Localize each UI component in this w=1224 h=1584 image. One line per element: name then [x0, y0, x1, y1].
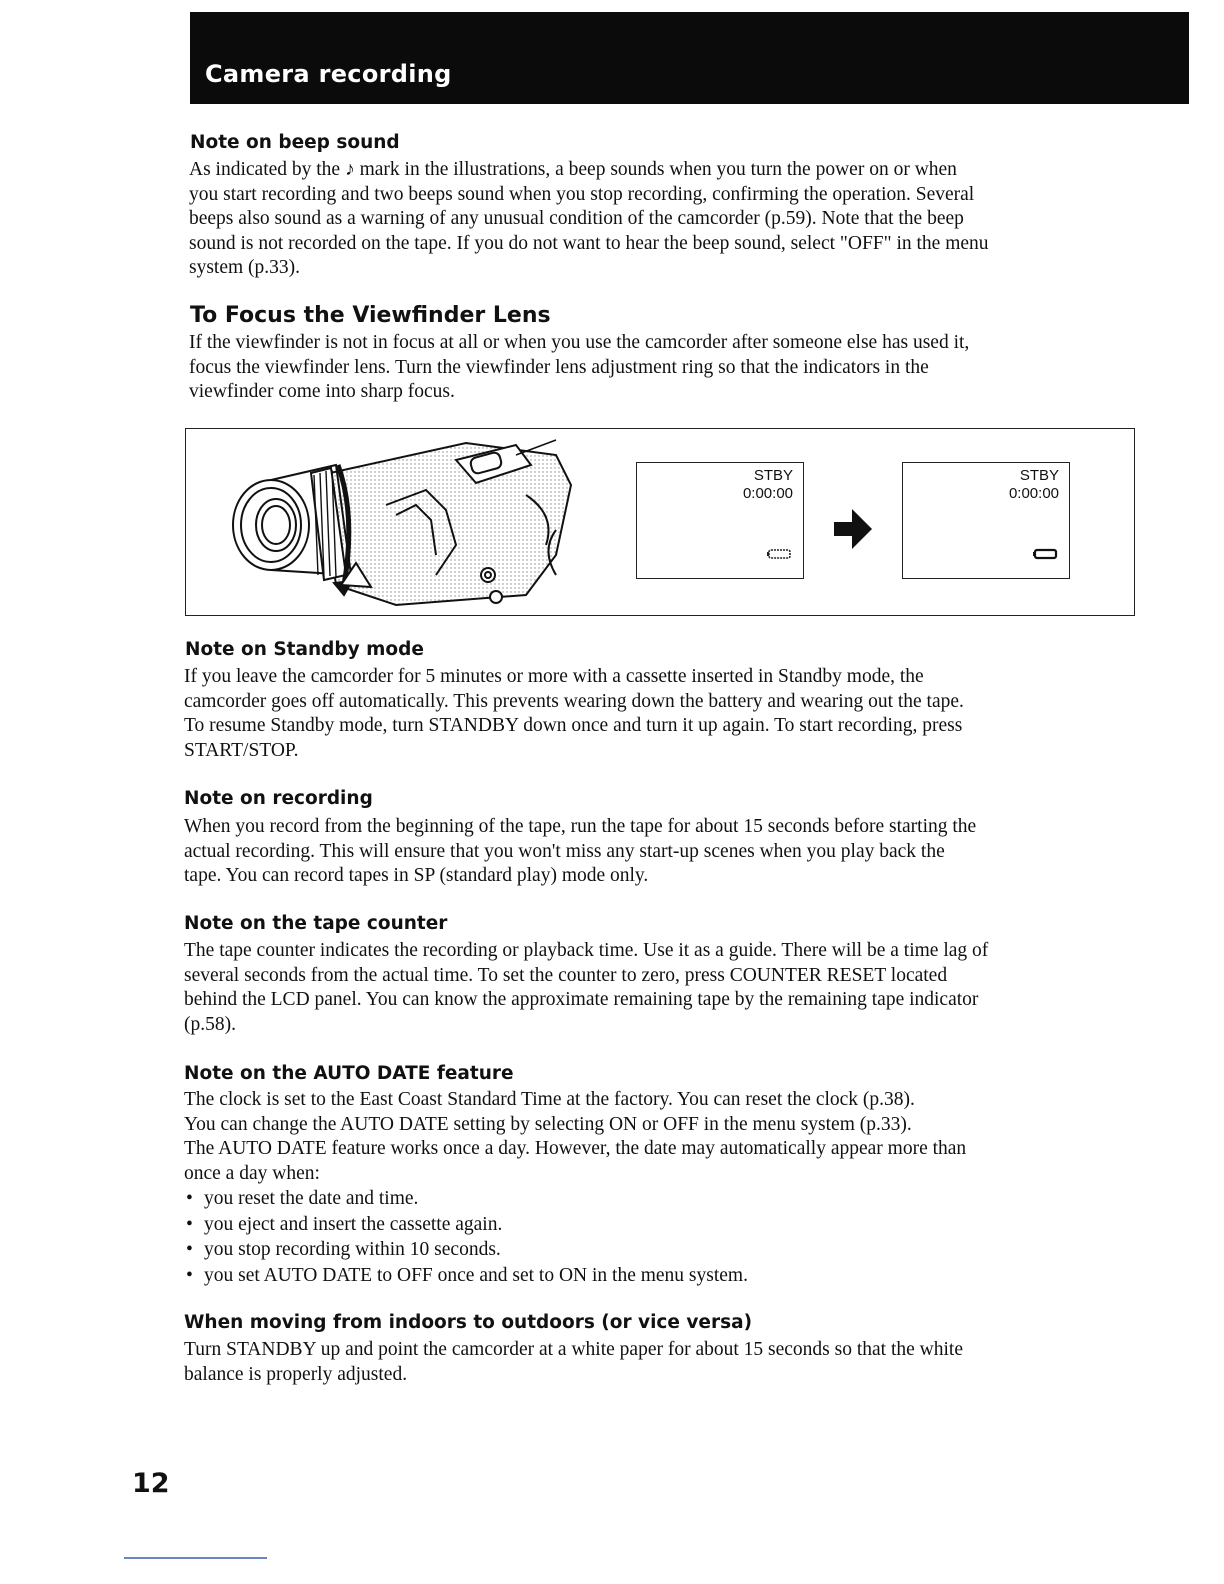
text-line: system (p.33). — [189, 257, 301, 278]
list-item: • you stop recording within 10 seconds. — [184, 1237, 748, 1263]
arrow-right-icon — [834, 507, 874, 551]
section-header-bar — [190, 12, 1189, 104]
bullet-mark: • — [186, 1264, 193, 1286]
list-item: • you eject and insert the cassette again. — [184, 1212, 748, 1238]
text-line: focus the viewfinder lens. Turn the viewfinder lens adjustment ring so that the indicators in the — [189, 356, 929, 378]
text-line: balance is properly adjusted. — [184, 1363, 408, 1385]
text-line: Turn STANDBY up and point the camcorder at a white paper for about 15 seconds so that the white — [184, 1339, 963, 1360]
text-line: actual recording. This will ensure that you won't miss any start-up scenes when you play back the — [184, 840, 945, 862]
standby-indicator: STBY — [753, 467, 793, 484]
bullet-mark: • — [186, 1239, 193, 1260]
paragraph-tape-counter — [184, 939, 988, 1037]
paragraph-standby-mode — [184, 665, 964, 763]
text-line: The clock is set to the East Coast Standard Time at the factory. You can reset the clock (p.38). — [184, 1089, 915, 1110]
text-line: behind the LCD panel. You can know the approximate remaining tape by the remaining tape indicator — [184, 989, 979, 1010]
text-line: When you record from the beginning of the tape, run the tape for about 15 seconds before starting the — [184, 816, 977, 837]
heading-standby-mode: Note on Standby mode — [185, 639, 424, 660]
paragraph-beep-sound — [189, 158, 989, 281]
viewfinder-figure — [185, 428, 1135, 616]
text-line: The AUTO DATE feature works once a day. However, the date may automatically appear more than — [184, 1138, 967, 1159]
bullet-mark: • — [186, 1188, 193, 1209]
bottom-rule — [124, 1557, 267, 1559]
heading-auto-date: Note on the AUTO DATE feature — [184, 1063, 514, 1084]
text-line: tape. You can record tapes in SP (standard play) mode only. — [184, 865, 649, 886]
paragraph-focus-viewfinder — [189, 331, 969, 405]
text-line: START/STOP. — [184, 739, 299, 761]
tape-counter: 0:00:00 — [1008, 485, 1059, 502]
heading-recording: Note on recording — [184, 788, 373, 809]
viewfinder-screen-sharp — [902, 462, 1070, 579]
standby-indicator: STBY — [1019, 467, 1059, 484]
text-line: beeps also sound as a warning of any unusual condition of the camcorder (p.59). Note that the beep — [189, 208, 964, 229]
heading-tape-counter: Note on the tape counter — [184, 913, 448, 934]
paragraph-auto-date — [184, 1088, 966, 1186]
text-line: viewfinder come into sharp focus. — [189, 381, 455, 402]
bullet-mark: • — [186, 1213, 193, 1235]
text-line: The tape counter indicates the recording or playback time. Use it as a guide. There will be a time lag of — [184, 940, 989, 961]
text-line: once a day when: — [184, 1162, 320, 1184]
camcorder-viewfinder-illustration — [226, 435, 586, 610]
text-line: (p.58). — [184, 1013, 236, 1035]
section-title: Camera recording — [205, 60, 452, 88]
viewfinder-screen-blurry — [636, 462, 804, 579]
list-item: • you reset the date and time. — [184, 1186, 748, 1212]
page-number: 12 — [132, 1468, 170, 1499]
text-line: To resume Standby mode, turn STANDBY down once and turn it up again. To start recording, press — [184, 715, 963, 736]
tape-counter: 0:00:00 — [742, 485, 793, 502]
text-line: You can change the AUTO DATE setting by selecting ON or OFF in the menu system (p.33). — [184, 1113, 912, 1135]
battery-icon — [1033, 548, 1059, 560]
battery-icon — [767, 548, 793, 560]
text-line: you start recording and two beeps sound when you stop recording, confirming the operation. Several — [189, 183, 975, 205]
heading-beep-sound: Note on beep sound — [190, 132, 400, 153]
list-item: • you set AUTO DATE to OFF once and set to ON in the menu system. — [184, 1263, 748, 1289]
paragraph-indoors-outdoors — [184, 1338, 963, 1387]
text-line: If the viewfinder is not in focus at all or when you use the camcorder after someone else has used it, — [189, 332, 970, 353]
auto-date-conditions-list — [184, 1186, 748, 1288]
text-line: camcorder goes off automatically. This prevents wearing down the battery and wearing out the tape. — [184, 690, 964, 712]
text-line: sound is not recorded on the tape. If you do not want to hear the beep sound, select "OFF" in the menu — [189, 232, 989, 254]
text-line: As indicated by the ♪ mark in the illustrations, a beep sounds when you turn the power on or when — [189, 159, 957, 180]
text-line: If you leave the camcorder for 5 minutes or more with a cassette inserted in Standby mode, the — [184, 666, 924, 687]
heading-indoors-outdoors: When moving from indoors to outdoors (or vice versa) — [184, 1312, 753, 1333]
text-line: several seconds from the actual time. To set the counter to zero, press COUNTER RESET located — [184, 964, 948, 986]
paragraph-recording — [184, 815, 976, 889]
heading-focus-viewfinder: To Focus the Viewfinder Lens — [190, 303, 551, 328]
